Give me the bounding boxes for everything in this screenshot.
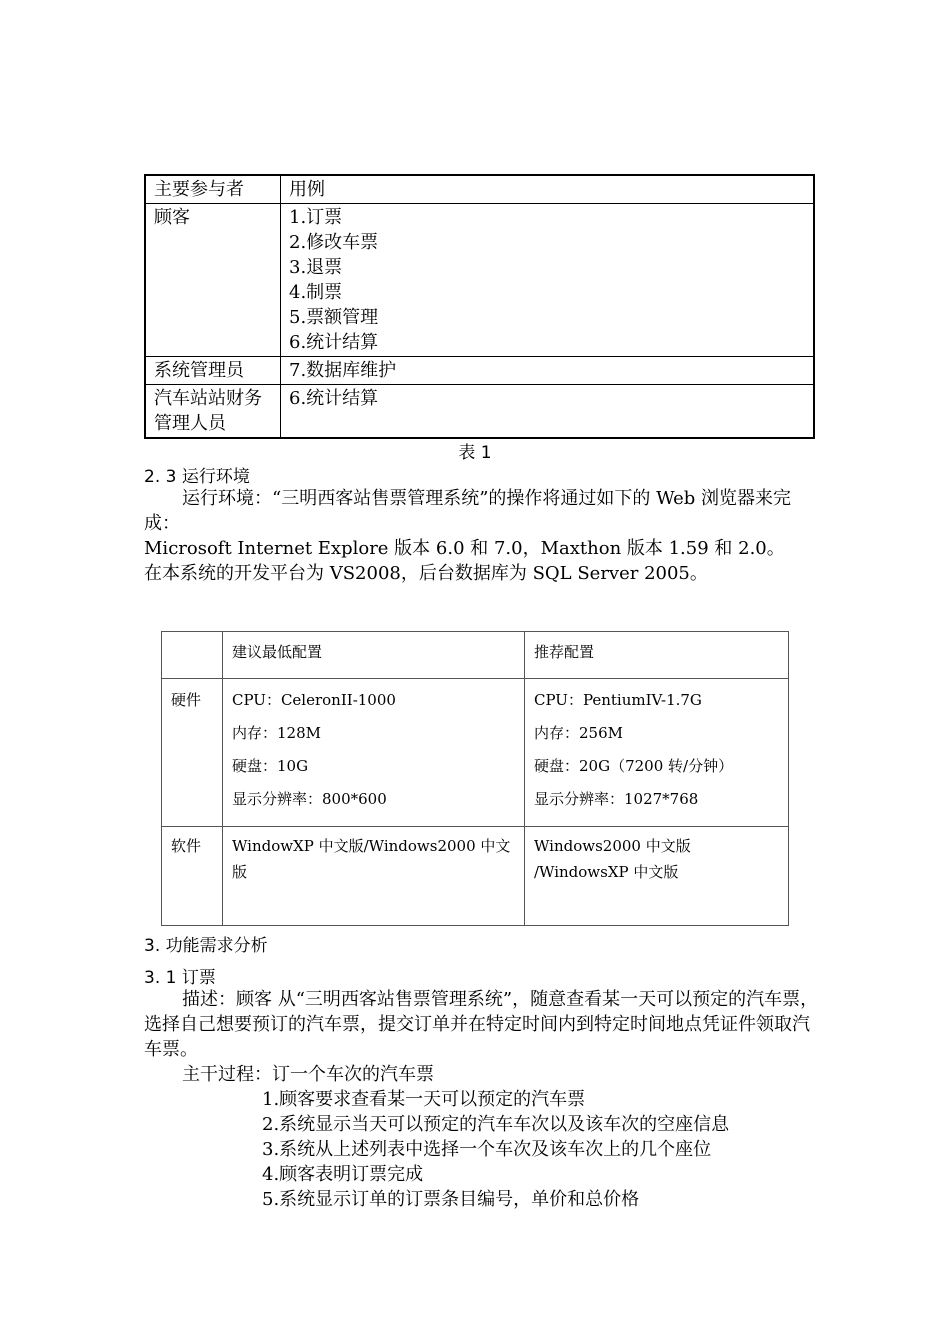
usecase-item: 2.修改车票 bbox=[289, 232, 379, 253]
config-line: WindowXP 中文版/Windows2000 中文版 bbox=[232, 837, 511, 881]
hardware-label: 硬件 bbox=[162, 679, 223, 827]
hardware-min-cell bbox=[223, 679, 525, 827]
actor-cell: 汽车站站财务管理人员 bbox=[145, 385, 281, 439]
config-line: CPU：PentiumIV-1.7G bbox=[534, 691, 702, 709]
config-line: 内存：128M bbox=[232, 724, 321, 742]
table-row bbox=[162, 827, 789, 926]
header-actor: 主要参与者 bbox=[145, 175, 281, 204]
config-line: 显示分辨率：1027*768 bbox=[534, 790, 699, 808]
paragraph: 在本系统的开发平台为 VS2008，后台数据库为 SQL Server 2005。 bbox=[144, 563, 708, 584]
table-row bbox=[145, 204, 814, 357]
usecase-cell bbox=[281, 204, 815, 357]
header-min-config: 建议最低配置 bbox=[223, 632, 525, 679]
table-row bbox=[145, 385, 814, 439]
list-item: 4.顾客表明订票完成 bbox=[262, 1164, 424, 1185]
usecase-item: 5.票额管理 bbox=[289, 307, 379, 328]
usecase-cell bbox=[281, 385, 815, 439]
usecase-item: 3.退票 bbox=[289, 257, 343, 278]
header-rec-config: 推荐配置 bbox=[525, 632, 789, 679]
subsection-heading: 3. 1 订票 bbox=[144, 968, 216, 988]
software-label: 软件 bbox=[162, 827, 223, 926]
usecase-item: 1.订票 bbox=[289, 207, 343, 228]
table-header-row bbox=[145, 175, 814, 204]
usecase-item: 7.数据库维护 bbox=[289, 360, 397, 381]
list-item: 2.系统显示当天可以预定的汽车车次以及该车次的空座信息 bbox=[262, 1114, 730, 1135]
config-line: 硬盘：20G（7200 转/分钟） bbox=[534, 757, 734, 775]
header-usecase: 用例 bbox=[281, 175, 815, 204]
config-line: 内存：256M bbox=[534, 724, 623, 742]
step-list bbox=[262, 1087, 729, 1212]
table-row bbox=[145, 357, 814, 385]
paragraph: Microsoft Internet Explore 版本 6.0 和 7.0，Maxthon 版本 1.59 和 2.0。 bbox=[144, 538, 785, 559]
usecase-item: 6.统计结算 bbox=[289, 388, 379, 409]
usecase-item: 4.制票 bbox=[289, 282, 343, 303]
hardware-rec-cell bbox=[525, 679, 789, 827]
table-row bbox=[162, 679, 789, 827]
table-header-row bbox=[162, 632, 789, 679]
config-line: 硬盘：10G bbox=[232, 757, 309, 775]
usecase-cell bbox=[281, 357, 815, 385]
list-item: 3.系统从上述列表中选择一个车次及该车次上的几个座位 bbox=[262, 1139, 712, 1160]
actor-usecase-table bbox=[144, 174, 815, 439]
usecase-item: 6.统计结算 bbox=[289, 332, 379, 353]
table-caption: 表 1 bbox=[458, 443, 492, 463]
header-blank bbox=[162, 632, 223, 679]
paragraph: 主干过程：订一个车次的汽车票 bbox=[182, 1064, 434, 1085]
config-line: Windows2000 中文版 bbox=[534, 837, 691, 855]
list-item: 1.顾客要求查看某一天可以预定的汽车票 bbox=[262, 1089, 586, 1110]
actor-cell: 系统管理员 bbox=[145, 357, 281, 385]
section-heading: 2. 3 运行环境 bbox=[144, 467, 250, 487]
software-rec-cell bbox=[525, 827, 789, 926]
config-line: 显示分辨率：800*600 bbox=[232, 790, 387, 808]
config-line: CPU：CeleronII-1000 bbox=[232, 691, 396, 709]
list-item: 5.系统显示订单的订票条目编号，单价和总价格 bbox=[262, 1189, 640, 1210]
section-heading: 3. 功能需求分析 bbox=[144, 936, 268, 956]
config-line: /WindowsXP 中文版 bbox=[534, 863, 679, 881]
paragraph: 运行环境：“三明西客站售票管理系统”的操作将通过如下的 Web 浏览器来完成： bbox=[144, 488, 792, 534]
system-config-table bbox=[161, 631, 789, 926]
software-min-cell bbox=[223, 827, 525, 926]
actor-cell: 顾客 bbox=[145, 204, 281, 357]
paragraph: 描述：顾客 从“三明西客站售票管理系统”，随意查看某一天可以预定的汽车票，选择自己想要预订的汽车票，提交订单并在特定时间内到特定时间地点凭证件领取汽车票。 bbox=[144, 989, 819, 1060]
